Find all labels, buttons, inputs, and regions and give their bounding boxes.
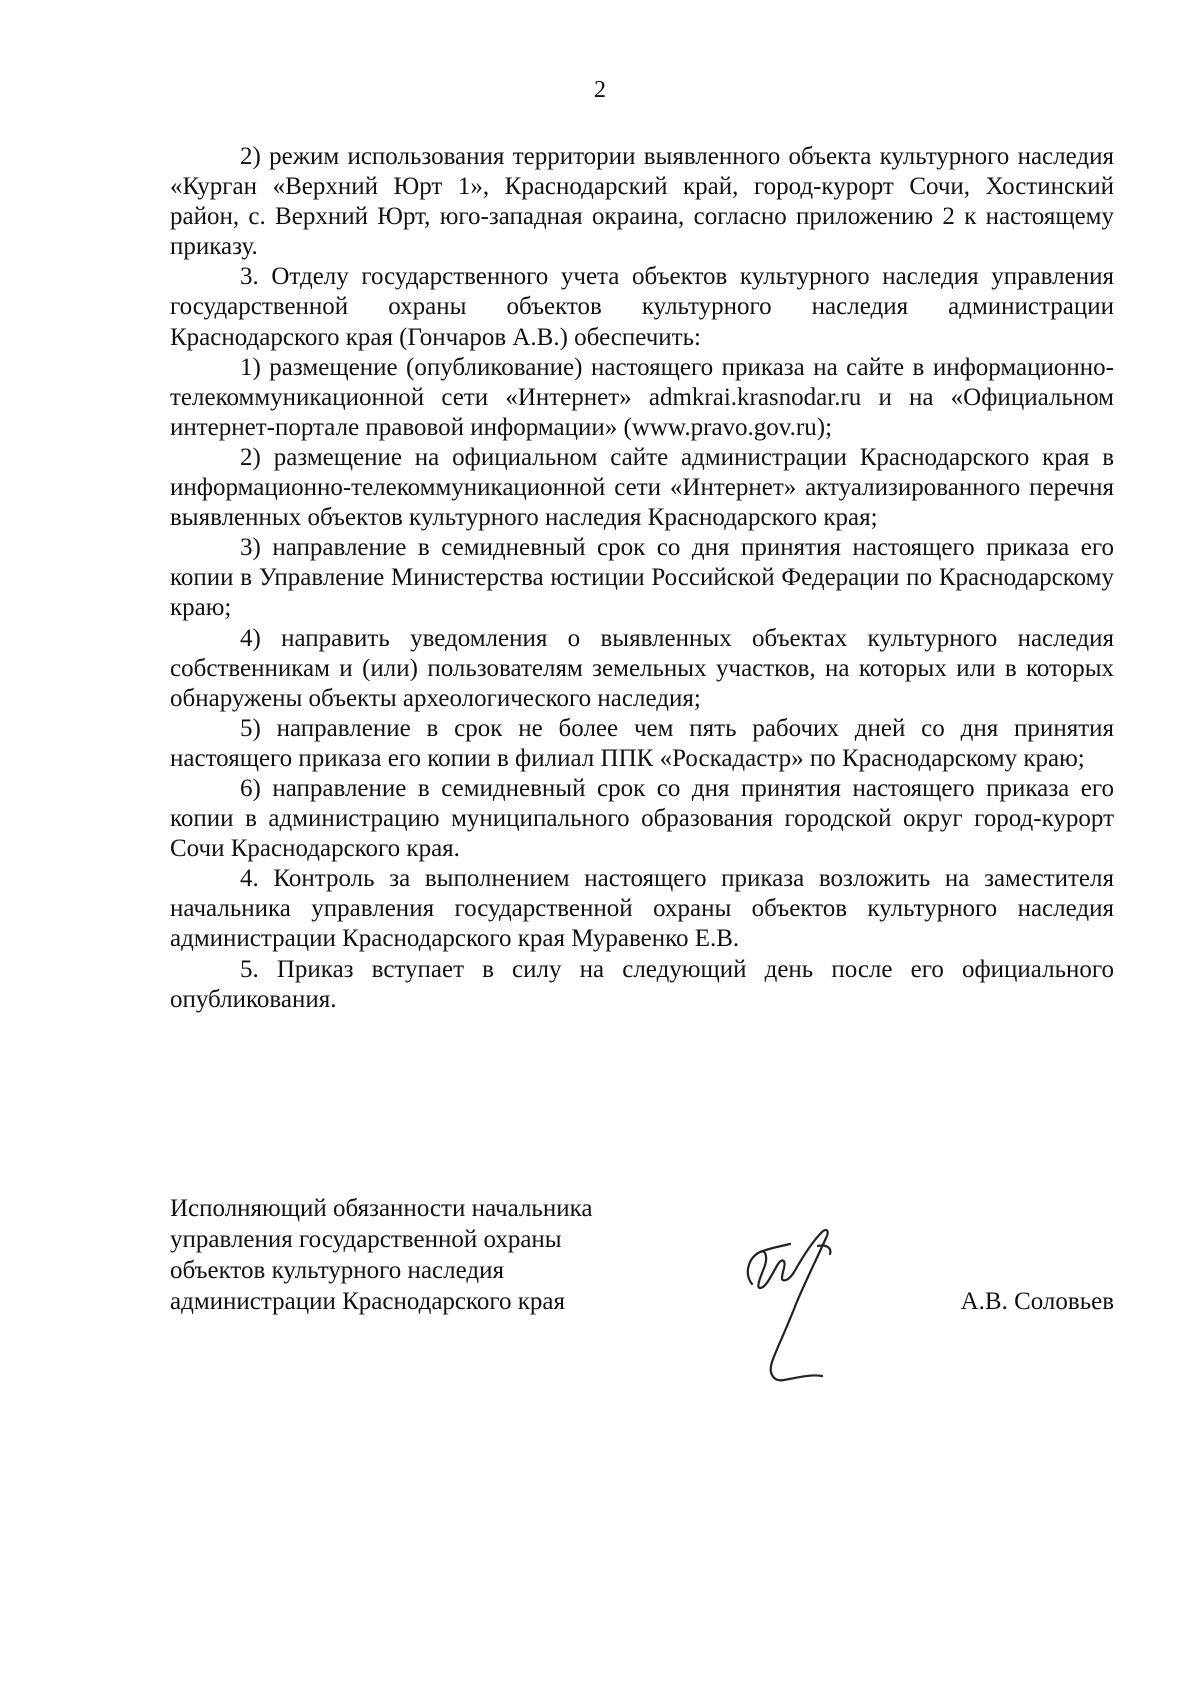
paragraph-item-3-3: 3) направление в семидневный срок со дня принятия настоящего приказа его копии в Управление Министерства юстиции Российской Федерации по Краснодарскому краю;: [170, 534, 1114, 622]
page-number: 2: [594, 77, 606, 103]
signer-title-line: Исполняющий обязанности начальника: [170, 1195, 593, 1222]
signer-name: А.В. Соловьев: [960, 1288, 1114, 1315]
handwritten-signature: [730, 1222, 860, 1394]
paragraph-territory-regime: 2) режим использования территории выявленного объекта культурного наследия «Курган «Верхний Юрт 1», Краснодарский край, город-курорт Сочи, Хостинский район, с. Верхний Юрт, юго-западная окраина, согласно приложению 2 к настоящему приказу.: [170, 143, 1114, 261]
order-body: [170, 142, 1114, 1015]
paragraph-item-3-2: 2) размещение на официальном сайте администрации Краснодарского края в информационно-телекоммуникационной сети «Интернет» актуализированного перечня выявленных объектов культурного наследия Краснодарского края;: [170, 443, 1114, 532]
paragraph-item-3-6: 6) направление в семидневный срок со дня принятия настоящего приказа его копии в администрацию муниципального образования городской округ город-курорт Сочи Краснодарского края.: [170, 774, 1114, 863]
paragraph-item-5: 5. Приказ вступает в силу на следующий день после его официального опубликования.: [170, 955, 1114, 1013]
paragraph-item-4: 4. Контроль за выполнением настоящего приказа возложить на заместителя начальника управления государственной охраны объектов культурного наследия администрации Краснодарского края Муравенко Е.В.: [170, 865, 1114, 953]
signature-block: [170, 1193, 1114, 1317]
paragraph-item-3: 3. Отделу государственного учета объектов культурного наследия управления государственной охраны объектов культурного наследия администрации Краснодарского края (Гончаров А.В.) обеспечить:: [170, 263, 1114, 351]
paragraph-item-3-1: 1) размещение (опубликование) настоящего приказа на сайте в информационно-телекоммуникационной сети «Интернет» admkrai.krasnodar.ru и на «Официальном интернет-портале правовой информации» (www.pravo.gov.ru);: [170, 353, 1114, 441]
signer-title-line: объектов культурного наследия: [170, 1257, 504, 1284]
paragraph-item-3-5: 5) направление в срок не более чем пять рабочих дней со дня принятия настоящего приказа его копии в филиал ППК «Роскадастр» по Краснодарскому краю;: [170, 714, 1114, 772]
signer-title-line: управления государственной охраны: [170, 1226, 562, 1253]
paragraph-item-3-4: 4) направить уведомления о выявленных объектах культурного наследия собственникам и (или) пользователям земельных участков, на которых или в которых обнаружены объекты археологического наследия;: [170, 624, 1114, 712]
signer-title-line: администрации Краснодарского края: [170, 1288, 566, 1315]
